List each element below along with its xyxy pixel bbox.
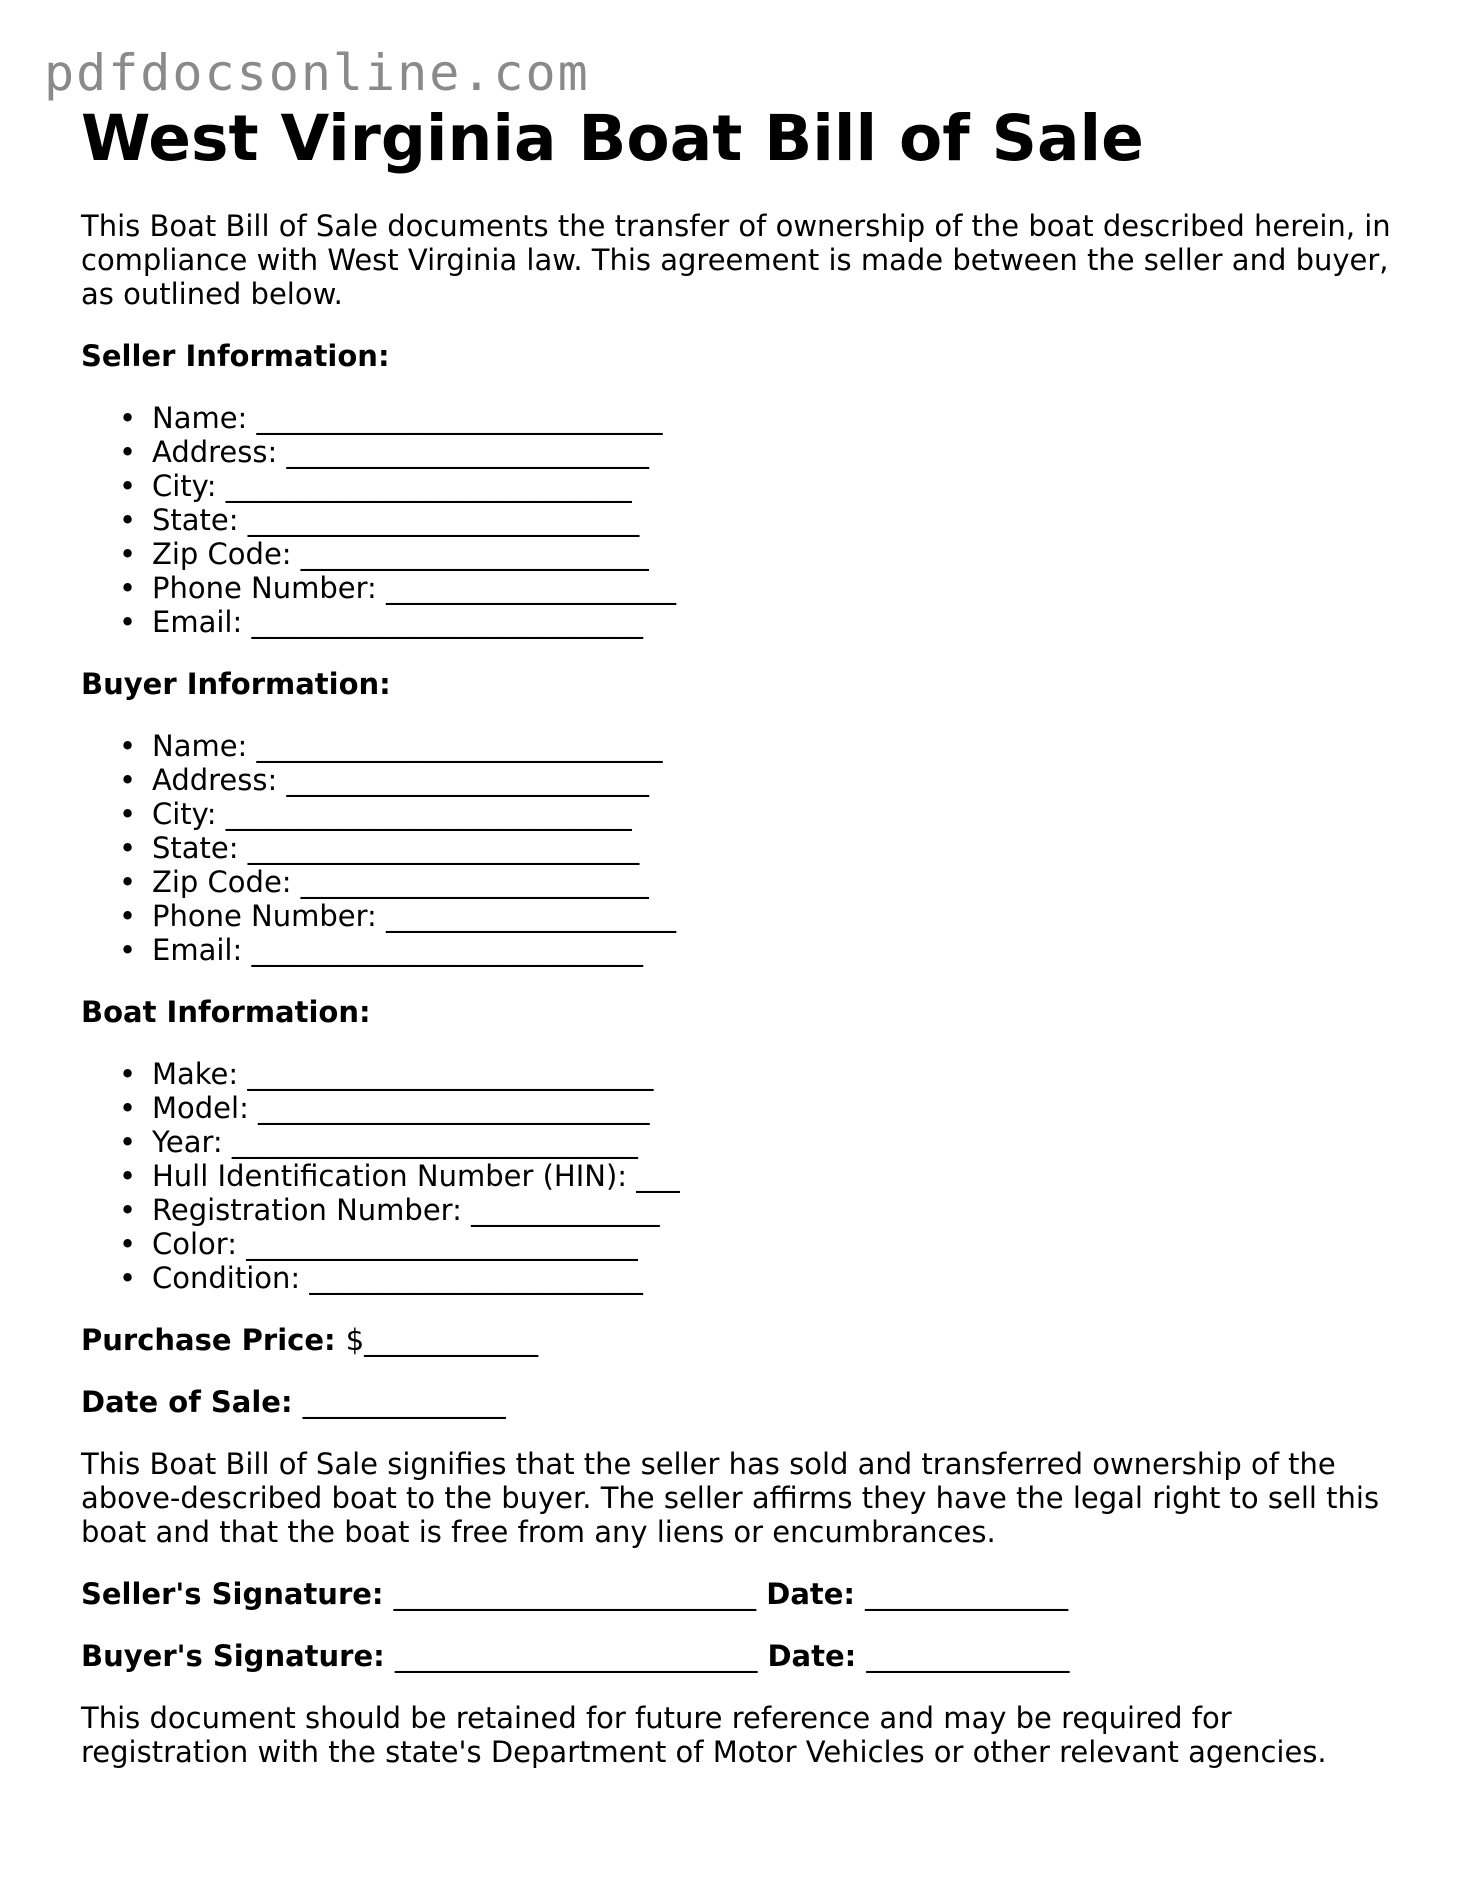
intro-paragraph: This Boat Bill of Sale documents the transfer of ownership of the boat described herein, in compliance with West Virginia law. This agreement is made between the seller and buyer, as outlined below. — [81, 209, 1391, 311]
date-of-sale-row — [81, 1385, 1401, 1419]
seller-city-field[interactable]: • City: ____________________________ — [81, 469, 1401, 503]
buyer-state-field[interactable]: • State: ___________________________ — [81, 831, 1401, 865]
buyer-date-field[interactable]: ______________ — [866, 1639, 1070, 1673]
boat-registration-field[interactable]: • Registration Number: _____________ — [81, 1193, 1401, 1227]
buyer-field-list — [81, 729, 1401, 967]
buyer-phone-field[interactable]: • Phone Number: ____________________ — [81, 899, 1401, 933]
seller-signature-row — [81, 1577, 1401, 1611]
boat-condition-field[interactable]: • Condition: _______________________ — [81, 1261, 1401, 1295]
seller-zip-field[interactable]: • Zip Code: ________________________ — [81, 537, 1401, 571]
watermark: pdfdocsonline.com — [44, 44, 590, 102]
seller-name-field[interactable]: • Name: ____________________________ — [81, 401, 1401, 435]
buyer-city-field[interactable]: • City: ____________________________ — [81, 797, 1401, 831]
boat-make-field[interactable]: • Make: ____________________________ — [81, 1057, 1401, 1091]
seller-date-label: Date: — [766, 1577, 856, 1611]
seller-signature-label: Seller's Signature: — [81, 1577, 384, 1611]
buyer-section-heading: Buyer Information: — [81, 667, 391, 701]
date-of-sale-label: Date of Sale: — [81, 1385, 293, 1419]
buyer-email-field[interactable]: • Email: ___________________________ — [81, 933, 1401, 967]
seller-section-heading: Seller Information: — [81, 339, 390, 373]
seller-state-field[interactable]: • State: ___________________________ — [81, 503, 1401, 537]
seller-address-field[interactable]: • Address: _________________________ — [81, 435, 1401, 469]
buyer-signature-field[interactable]: _________________________ — [394, 1639, 758, 1673]
date-of-sale-field[interactable]: ______________ — [302, 1385, 506, 1419]
page-title: West Virginia Boat Bill of Sale — [81, 102, 1144, 175]
buyer-zip-field[interactable]: • Zip Code: ________________________ — [81, 865, 1401, 899]
document-page — [81, 104, 1401, 1769]
purchase-price-field[interactable]: $____________ — [345, 1323, 539, 1357]
boat-hin-field[interactable]: • Hull Identification Number (HIN): ___ — [81, 1159, 1401, 1193]
seller-signature-field[interactable]: _________________________ — [393, 1577, 757, 1611]
buyer-signature-row — [81, 1639, 1401, 1673]
boat-model-field[interactable]: • Model: ___________________________ — [81, 1091, 1401, 1125]
seller-phone-field[interactable]: • Phone Number: ____________________ — [81, 571, 1401, 605]
boat-section-heading: Boat Information: — [81, 995, 371, 1029]
buyer-date-label: Date: — [767, 1639, 857, 1673]
seller-email-field[interactable]: • Email: ___________________________ — [81, 605, 1401, 639]
seller-field-list — [81, 401, 1401, 639]
boat-color-field[interactable]: • Color: ___________________________ — [81, 1227, 1401, 1261]
boat-field-list — [81, 1057, 1401, 1295]
purchase-price-label: Purchase Price: — [81, 1323, 336, 1357]
buyer-signature-label: Buyer's Signature: — [81, 1639, 385, 1673]
purchase-price-row — [81, 1323, 1401, 1357]
boat-year-field[interactable]: • Year: ____________________________ — [81, 1125, 1401, 1159]
closing-paragraph: This Boat Bill of Sale signifies that the seller has sold and transferred ownership of the above-described boat to the buyer. The seller affirms they have the legal right to sell this boat and that the boat is free from any liens or encumbrances. — [81, 1447, 1380, 1549]
buyer-address-field[interactable]: • Address: _________________________ — [81, 763, 1401, 797]
buyer-name-field[interactable]: • Name: ____________________________ — [81, 729, 1401, 763]
retention-note: This document should be retained for future reference and may be required for registration with the state's Department of Motor Vehicles or other relevant agencies. — [81, 1701, 1327, 1769]
seller-date-field[interactable]: ______________ — [865, 1577, 1069, 1611]
